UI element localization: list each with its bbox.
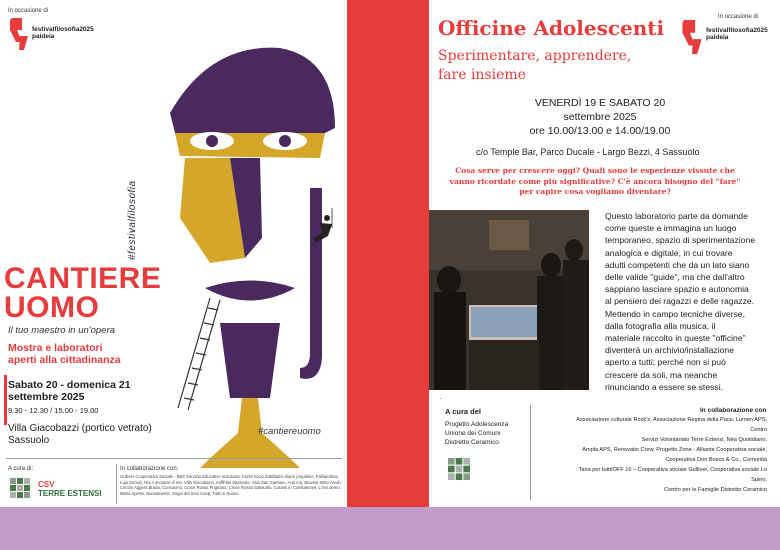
collab-line: Cooperativa Don Bosco & Co., Comunità	[665, 457, 767, 463]
red-center-strip	[347, 0, 429, 507]
description-line: sappiano lasciare spazio e autonomia	[605, 284, 749, 295]
collab-line: Servizi Volontariato Terre Estensi, Néa Quotidiano,	[641, 437, 767, 443]
description-line: Questo laboratorio parte da domande	[605, 211, 748, 221]
quote-mark-logo-icon	[8, 18, 30, 50]
description-line: delle valide "guide", ma che dall'altro	[605, 272, 745, 283]
collab-line: Centro	[750, 427, 767, 433]
right-subtitle: Sperimentare, apprendere, fare insieme	[438, 48, 632, 83]
description-line: temporaneo, spazio di sperimentazione	[605, 235, 756, 246]
lilac-bottom-band	[0, 507, 780, 550]
description-line: diventerà un archivio/installazione	[605, 345, 734, 356]
collab-line: Spino,	[751, 477, 767, 483]
right-collab-list	[535, 415, 767, 495]
mostra-text: Mostra e laboratori aperti alla cittadinanza	[8, 342, 121, 366]
description-line: materiale raccolto in queste "officine"	[605, 333, 746, 344]
a-cura-item: Unione dei Comuni	[445, 430, 501, 437]
description-line: rinunciando a essere se stessi.	[605, 381, 723, 392]
left-title: CANTIERE UOMO	[4, 262, 162, 324]
description-line: crescere da soli, ma neanche	[605, 369, 718, 380]
description-line: aperto a tutti; perché non si può	[605, 357, 726, 368]
teens-photo	[429, 210, 589, 390]
flyer-spread: In occasione di festivalfilosofia2025 paideia #festivalfilosofia CANTIERE UOMO Il tuo maestro in un'opera Mostra e laboratori aperti alla cittadinanza Sabato 20 - domenica 21 settembre 2025 9.30 - 12.30 / 15.00 - 19.00 Villa Giacobazzi (portico vetrato) Sassuolo #cantiereuomo A cura di: CSV TERRE ESTENSI In collaborazione con: Gulliver Cooperativa Sociale - SBS Servizio Educativo Inclusione Centri socio riabilitativi diurni (Aquilone, Polisportiva, Luja Social), Noi ri scontrar di me, Villa Giacobazzi, AnffFlas Sassuolo, Asia San Gaetano, Auti Aut, Biovest Sinto Amah, Circolo Aggera Brada, Concavino, Croce Rossa Prignano, Croce Rossa Sassuolo, Curarsi in Comlummes, L'invi demo, Maria Aperta, Nuovamente, Sogni del Soci Coop, Tutto e Nuovo Officine Adolescenti Sperimentare, apprendere, fare insieme In occasione di festivalfilosofia2025 paideia VENERDÌ 19 E SABATO 20 settembre 2025 ore 10.00/13.00 e 14.00/19.00 c/o Temple Bar, Parco Ducale - Largo Bezzi, 4 Sassuolo Cosa serve per crescere oggi? Quali sono le esperienze vissute che vanno ricordate come più significative? C'è ancora bisogno del "fare" per capire cosa vogliamo diventare? Questo laboratorio parte da domande come queste e immagina un luogo temporaneo, spazio di sperimentazione analogica e digitale, in cui trovare adulti competenti che da un lato siano delle valide "guide", ma che dall'altro sappiano lasciare spazio e autonomia al pensiero dei ragazzi e delle ragazze. Mettendo in campo tecniche diverse, dalla fotografia alla musica, il materiale raccolto in queste "officine" diventerà un archivio/installazione aperto a tutti; perché non si può crescere da soli, ma neanche rinunciando a essere se stessi. A cura del Progetto Adolescenza Unione dei Comuni Distretto Ceramico In collaborazione con Associazione culturale Rock's, Associazione Regina della Pace, Lumen APS, Centro Servizi Volontariato Terre Estensi, Néa Quotidiano, Ampla APS, Renovatio Crew, Progetto Zone - Alliante Cooperativa sociale, Cooperativa Don Bosco & Co., Comunità Tana per tutti/OFF 16 – Cooperativa sociale Gulliver, Cooperativa sociale Lo Spino, Centro per le Famiglie Distretto Ceramico	[0, 0, 780, 507]
right-question: Cosa serve per crescere oggi? Quali sono le esperienze vissute che vanno ricordate come più significative? C'è ancora bisogno del "fare" per capire cosa vogliamo diventare?	[449, 166, 741, 196]
festival-logo-right: In occasione di festivalfilosofia2025 paideia	[680, 14, 758, 20]
face-illustration	[150, 38, 350, 468]
collab-line: Tana per tutti/OFF 16 – Cooperativa sociale Gulliver, Cooperativa sociale Lo	[578, 467, 767, 473]
description-line: al pensiero dei ragazzi e delle ragazze.	[605, 296, 755, 307]
unione-grid-logo-icon	[448, 458, 470, 480]
description-line: come queste e immagina un luogo	[605, 223, 737, 234]
a-cura-item: Progetto Adolescenza	[445, 421, 509, 428]
quote-mark-logo-icon-right	[680, 20, 704, 54]
date-accent-bar	[4, 375, 7, 425]
description-line: adulti competenti che da un lato siano	[605, 259, 750, 270]
description-line: Mettendo in campo tecniche diverse,	[605, 308, 745, 319]
right-description	[605, 210, 780, 393]
teens-photo-image	[429, 210, 589, 390]
left-footer-vdivider	[116, 464, 117, 504]
a-cura-item: Distretto Ceramico	[445, 439, 499, 446]
csv-grid-logo-icon	[10, 478, 30, 498]
left-footer-divider	[6, 458, 342, 459]
festival-logo-left: In occasione di festivalfilosofia2025 paideia	[8, 8, 48, 14]
right-footer-vdivider	[530, 405, 531, 500]
collab-line: Centro per le Famiglie Distretto Ceramico	[664, 487, 767, 493]
description-line: dalla fotografia alla musica, il	[605, 320, 716, 331]
left-date: Sabato 20 - domenica 21 settembre 2025	[8, 379, 131, 403]
collab-line: Associazione culturale Rock's, Associazione Regina della Pace, Lumen APS,	[576, 417, 767, 423]
description-line: analogica e digitale, in cui trovare	[605, 247, 733, 258]
right-date: VENERDÌ 19 E SABATO 20 settembre 2025 ore 10.00/13.00 e 14.00/19.00	[529, 97, 671, 137]
collab-line: Ampla APS, Renovatio Crew, Progetto Zone - Alliante Cooperativa sociale,	[582, 447, 767, 453]
right-a-cura-items	[445, 420, 508, 447]
left-venue: Villa Giacobazzi (portico vetrato) Sassuolo	[8, 423, 152, 446]
